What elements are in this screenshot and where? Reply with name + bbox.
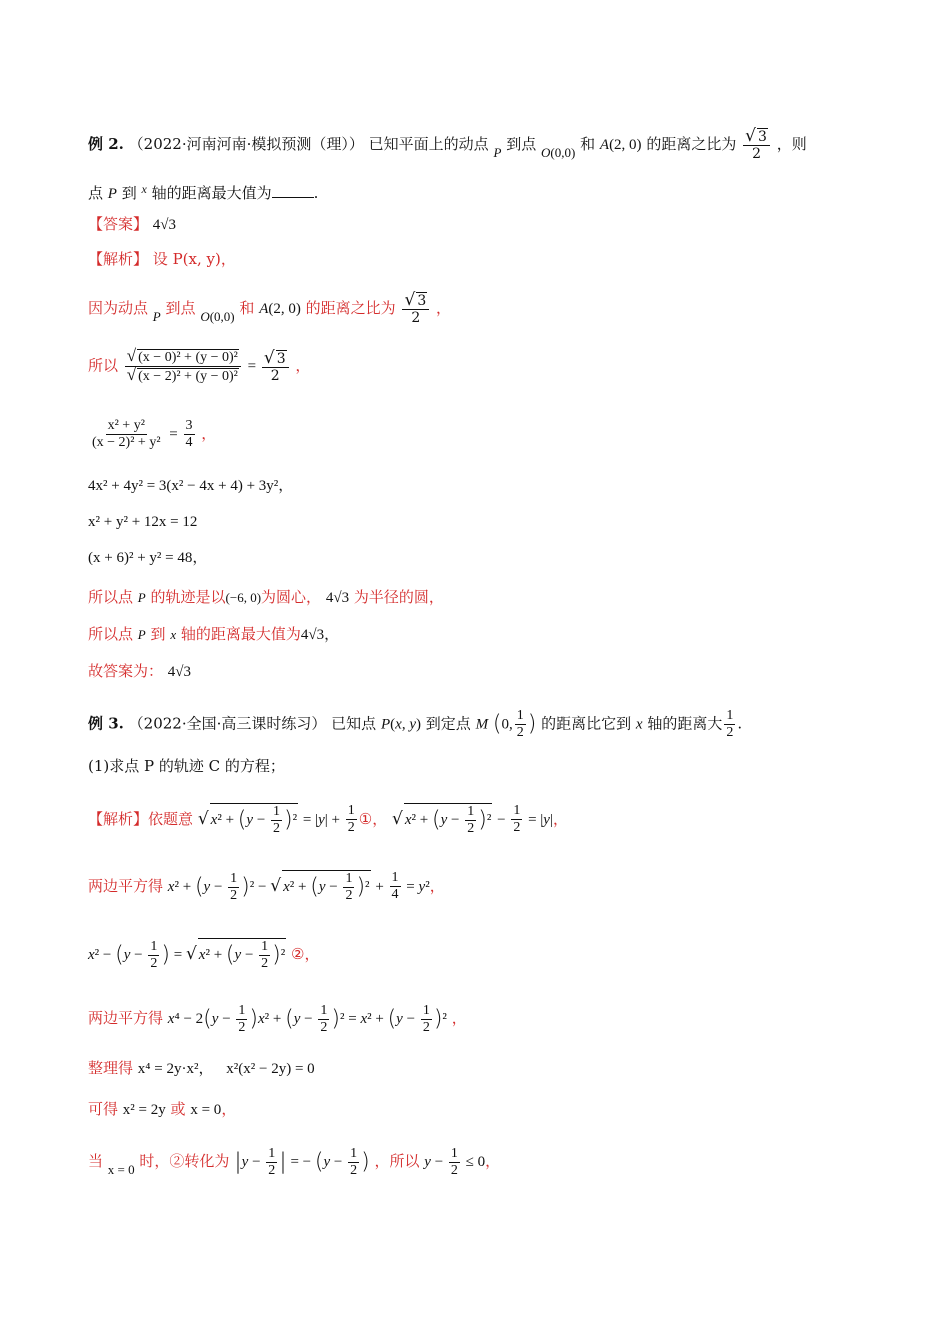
example3-analysis-3: x² − (y − $\frac{1}{2}$ ) = √ x² + (y − $\frac{1}{2}$ )² ②， bbox=[88, 939, 320, 971]
example2-question-line1: 例 2. （2022·河南河南·模拟预测（理）） 已知平面上的动点 P 到点 O(0,0) 和 A(2, 0) 的距离之比为 $\frac{√ 3}{2}$ ，则 bbox=[88, 126, 807, 162]
ratio-fraction: $\frac{√ 3}{2}$ bbox=[743, 128, 770, 162]
example2-question-line2: 点 P 到 $^x$ 轴的距离最大值为 . bbox=[88, 182, 319, 202]
example2-final-answer: 故答案为： 4√3 bbox=[88, 662, 192, 680]
example3-analysis-4: 两边平方得 x⁴ − 2(y − $\frac{1}{2}$ )x² + (y − $\frac{1}{2}$ )² = x² + (y − $\frac{1}{2}$ )² ， bbox=[88, 1003, 467, 1035]
example2-answer: 【答案】 4√3 bbox=[88, 215, 177, 233]
example2-label: 例 2. bbox=[88, 135, 124, 153]
example2-analysis-3: 所以 $\frac{\text{√ (x − 0)² + (y − 0)²}}{\text{√ (x − 2)² + (y − 0)²}}$ = $\frac{√ 3}{2}$ ， bbox=[88, 346, 311, 384]
example2-analysis-2: 因为动点 P 到点 O(0,0) 和 A(2, 0) 的距离之比为 $\frac{√ 3}{2}$ ， bbox=[88, 290, 452, 326]
example3-analysis-5: 整理得 x⁴ = 2y·x²， x²(x² − 2y) = 0 bbox=[88, 1059, 315, 1077]
example2-analysis-7: (x + 6)² + y² = 48， bbox=[88, 550, 208, 566]
example3-analysis-6: 可得 x² = 2y 或 x = 0， bbox=[88, 1100, 237, 1118]
example2-analysis-5: 4x² + 4y² = 3(x² − 4x + 4) + 3y²， bbox=[88, 478, 294, 494]
example2-analysis-4: $\frac{\text{x² + y²}}{\text{(x − 2)² + y²}}$ = $\frac{3}{4}$ ， bbox=[92, 418, 217, 450]
example2-source: （2022·河南河南·模拟预测（理）） bbox=[128, 135, 364, 153]
example2-analysis-1: 【解析】 设 P(x, y)， bbox=[88, 250, 236, 268]
example3-part1: (1)求点 P 的轨迹 C 的方程； bbox=[88, 757, 285, 775]
answer-blank bbox=[272, 183, 314, 198]
example2-analysis-6: x² + y² + 12x = 12 bbox=[88, 514, 198, 530]
example3-analysis-1: 【解析】依题意 √ x² + (y − $\frac{1}{2}$ )² = |y| + $\frac{1}{2}$ ①， √ x² + (y − $\frac{1}{2}$ )² − $\frac{1}{2}$ = |y|， bbox=[88, 803, 568, 836]
example2-analysis-8: 所以点 P 的轨迹是以(−6, 0)为圆心， 4√3 为半径的圆， bbox=[88, 588, 444, 606]
example2-analysis-9: 所以点 P 到 x 轴的距离最大值为4√3， bbox=[88, 625, 340, 643]
example3-source: （2022·全国·高三课时练习） bbox=[128, 714, 327, 733]
example3-analysis-2: 两边平方得 x² + (y − $\frac{1}{2}$ )² − √ x² + (y − $\frac{1}{2}$ )² + $\frac{1}{4}$ = y²， bbox=[88, 870, 445, 903]
example3-analysis-7: 当 x = 0 时，②转化为 |y − $\frac{1}{2}$ | = − (y − $\frac{1}{2}$ ) ，所以 y − $\frac{1}{2}$ ≤ 0， bbox=[88, 1146, 501, 1178]
answer-tag: 【答案】 bbox=[88, 215, 149, 233]
example3-label: 例 3. bbox=[88, 714, 124, 733]
example3-question: 例 3. （2022·全国·高三课时练习） 已知点 P(x, y) 到定点 M (0, $\frac{1}{2}$ ) 的距离比它到 x 轴的距离大 $\frac{1}{2}$ . bbox=[88, 708, 743, 740]
